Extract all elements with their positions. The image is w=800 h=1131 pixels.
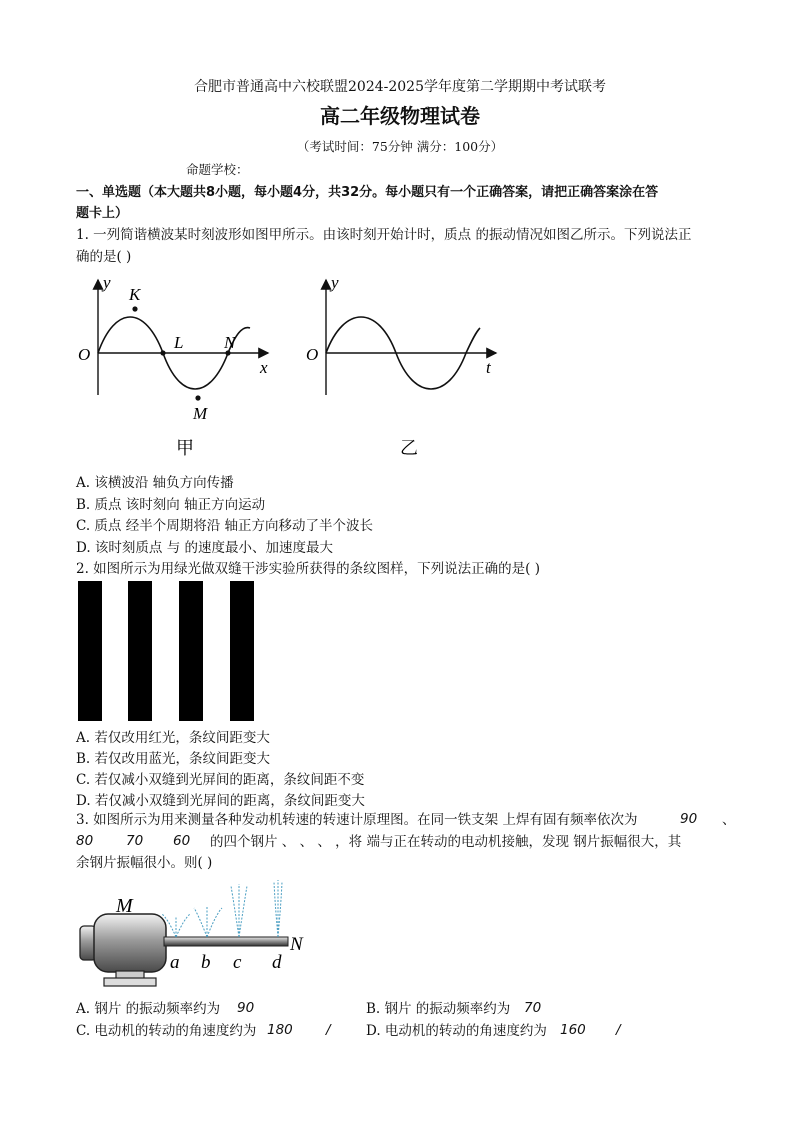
motor-body <box>94 914 166 972</box>
label-m: M <box>193 404 208 423</box>
y-label: y <box>331 273 339 292</box>
q3-option-c: C. 电动机的转动的角速度约为 <box>76 1023 257 1039</box>
reed-label-b: b <box>201 952 211 973</box>
caption-b: 乙 <box>400 438 418 458</box>
reed-b <box>194 906 222 937</box>
q3-comma: 、 <box>722 812 736 828</box>
fringe-pattern <box>76 581 276 723</box>
q2-option-b: B. 若仅改用蓝光，条纹间距变大 <box>76 751 271 767</box>
q1-option-d: D. 该时刻质点 与 的速度最小、加速度最大 <box>76 540 334 556</box>
q1-stem-line1: 1. 一列简谐横波某时刻波形如图甲所示。由该时刻开始计时，质点 的振动情况如图乙所示。下列说法正 <box>76 227 692 243</box>
reed-label-d: d <box>272 952 282 973</box>
end-label: N <box>290 934 303 955</box>
label-l: L <box>174 333 184 352</box>
q3-stem-line1: 3. 如图所示为用来测量各种发动机转速的转速计原理图。在同一铁支架 上焊有固有频率依次为 <box>76 812 638 828</box>
caption-a: 甲 <box>176 438 194 458</box>
reed-d <box>274 880 282 937</box>
section-heading-line1: 一、单选题（本大题共8小题，每小题4分，共32分。每小题只有一个正确答案，请把正确答案涂在答 <box>76 185 659 200</box>
exam-info: （考试时间：75分钟 满分：100分） <box>296 139 504 154</box>
q3-freq-90: 90 <box>680 811 698 827</box>
q3-stem-line2: 的四个钢片 、 、 、 ，将 端与正在转动的电动机接触，发现 钢片振幅很大，其 <box>210 834 682 850</box>
q2-option-d: D. 若仅减小双缝到光屏间的距离，条纹间距变大 <box>76 793 365 809</box>
q1-option-b: B. 质点 该时刻向 轴正方向运动 <box>76 497 266 513</box>
wave-figure-b <box>300 270 500 465</box>
q1-stem-line2: 确的是( ) <box>76 249 132 265</box>
support-rod <box>164 937 288 946</box>
dark-fringe-2 <box>128 581 152 721</box>
motor-label: M <box>116 895 133 917</box>
proposing-school: 命题学校： <box>186 162 249 177</box>
x-label: x <box>260 358 268 377</box>
q3-option-a: A. 钢片 的振动频率约为 <box>76 1001 221 1017</box>
point-m <box>195 395 200 400</box>
tachometer-figure <box>76 874 336 994</box>
dark-fringe-3 <box>179 581 203 721</box>
q3-option-a-value: 90 <box>237 1000 255 1016</box>
wave-figure-a <box>70 270 290 465</box>
reed-c <box>231 884 247 937</box>
q3-option-b-value: 70 <box>524 1000 542 1016</box>
q2-option-c: C. 若仅减小双缝到光屏间的距离，条纹间距不变 <box>76 772 365 788</box>
q3-freq-80: 80 <box>76 833 94 849</box>
q3-option-d-unit-slash: / <box>616 1022 621 1038</box>
q3-option-d: D. 电动机的转动的角速度约为 <box>366 1023 547 1039</box>
q3-option-c-unit-slash: / <box>326 1022 331 1038</box>
q1-option-a: A. 该横波沿 轴负方向传播 <box>76 475 234 491</box>
q3-freq-60: 60 <box>173 833 191 849</box>
q1-option-c: C. 质点 经半个周期将沿 轴正方向移动了半个波长 <box>76 518 374 534</box>
label-n: N <box>224 333 236 352</box>
reed-label-c: c <box>233 952 242 973</box>
q3-stem-line3: 余钢片振幅很小。则( ) <box>76 855 213 871</box>
dark-fringe-4 <box>230 581 254 721</box>
origin-label: O <box>306 345 319 364</box>
page-title: 高二年级物理试卷 <box>320 104 480 128</box>
q3-option-d-value: 160 <box>560 1022 586 1038</box>
point-k <box>132 306 137 311</box>
q3-option-c-value: 180 <box>267 1022 293 1038</box>
motor-base <box>104 978 156 986</box>
q2-stem: 2. 如图所示为用绿光做双缝干涉实验所获得的条纹图样，下列说法正确的是( ) <box>76 561 540 577</box>
reed-label-a: a <box>170 952 180 973</box>
label-k: K <box>129 285 141 304</box>
t-label: t <box>486 358 491 377</box>
q3-option-b: B. 钢片 的振动频率约为 <box>366 1001 511 1017</box>
origin-label: O <box>78 345 91 364</box>
q2-option-a: A. 若仅改用红光，条纹间距变大 <box>76 730 270 746</box>
y-label: y <box>103 273 111 292</box>
point-l <box>160 350 165 355</box>
section-heading-line2: 题卡上） <box>76 206 129 221</box>
alliance-title: 合肥市普通高中六校联盟2024-2025学年度第二学期期中考试联考 <box>194 79 606 95</box>
dark-fringe-1 <box>78 581 102 721</box>
q3-freq-70: 70 <box>126 833 144 849</box>
